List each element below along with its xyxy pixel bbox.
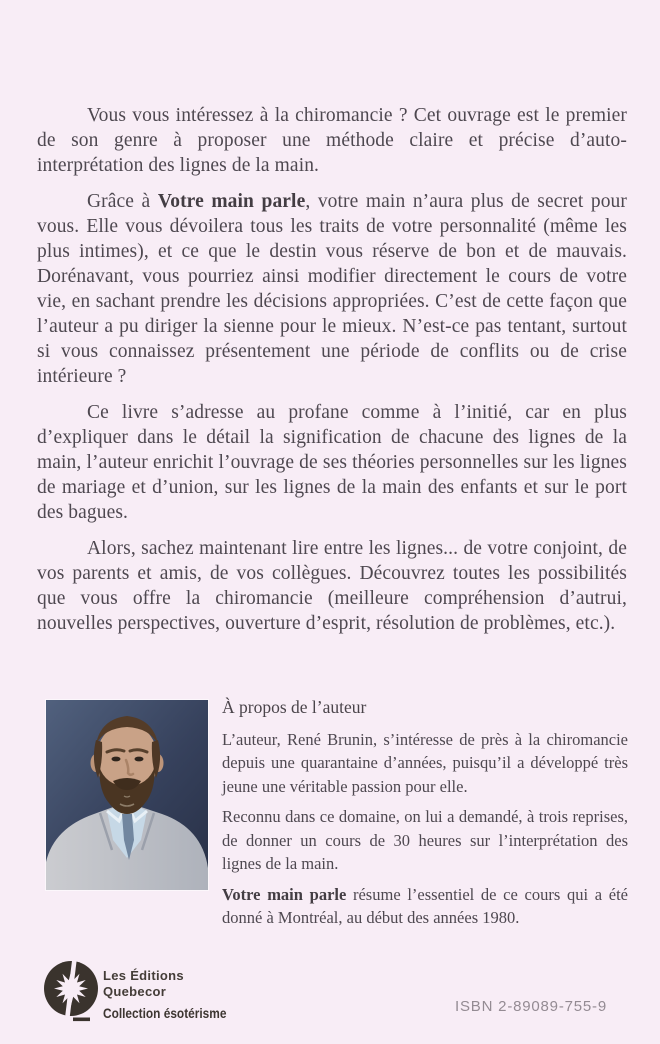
synopsis-paragraph-3 <box>37 400 627 525</box>
about-paragraph-3 <box>222 883 628 930</box>
about-author-section <box>46 696 628 937</box>
paragraph-text: Grâce à <box>87 191 158 212</box>
isbn: ISBN 2-89089-755-9 <box>455 998 607 1015</box>
about-paragraph-2: Reconnu dans ce domaine, on lui a demandé, à trois reprises, de donner un cours de 30 heures sur l’interprétation des lignes de la main. <box>222 807 628 873</box>
book-title-bold: Votre main parle <box>222 884 347 904</box>
collection-label: Collection ésotérisme <box>103 1006 227 1021</box>
publisher-block <box>103 968 243 1021</box>
paragraph-text: Vous vous intéressez à la chiromancie ? Cet ouvrage est le premier de son genre à proposer une méthode claire et précise d’auto-interprétation des lignes de la main. <box>37 105 627 176</box>
quebecor-starburst-icon <box>43 961 99 1023</box>
paragraph-text: Alors, sachez maintenant lire entre les lignes... de votre conjoint, de vos parents et amis, de vos collègues. Découvrez toutes les possibilités que vous offre la chiromancie (meilleure compréhension d’autrui, nouvelles perspectives, ouverture d’esprit, résolution de problèmes, etc.). <box>37 538 627 634</box>
publisher-name-line2: Quebecor <box>103 983 167 999</box>
paragraph-text: résume l’essentiel de ce cours qui a été donné à Montréal, au début des années 1980. <box>222 884 628 927</box>
paragraph-text: , votre main n’aura plus de secret pour vous. Elle vous dévoilera tous les traits de votre personnalité (même les plus intimes), et ce que le destin vous réserve de bon et de mauvais. Dorénavant, vous pourriez ainsi modifier directement le cours de votre vie, en sachant prendre les décisions appropriées. C’est de cette façon que l’auteur a pu diriger la sienne pour le mieux. N’est-ce pas tentant, surtout si vous connaissez présentement une période de conflits ou de crise intérieure ? <box>37 191 627 387</box>
about-author-text <box>222 696 628 930</box>
author-portrait-illustration <box>46 700 208 890</box>
publisher-name-line1: Les Éditions <box>103 968 184 983</box>
synopsis <box>37 103 627 647</box>
about-paragraph-1: L’auteur, René Brunin, s’intéresse de près à la chiromancie depuis une quarantaine d’années, puisqu’il a développé très jeune une véritable passion pour elle. <box>222 729 628 796</box>
book-title-bold: Votre main parle <box>157 191 306 212</box>
author-photo <box>46 700 208 890</box>
synopsis-paragraph-1 <box>37 103 627 178</box>
synopsis-paragraph-2 <box>37 189 627 389</box>
about-author-heading: À propos de l’auteur <box>222 697 367 717</box>
synopsis-paragraph-4 <box>37 536 627 636</box>
paragraph-text: Ce livre s’adresse au profane comme à l’initié, car en plus d’expliquer dans le détail la signification de chacune des lignes de la main, l’auteur enrichit l’ouvrage de ses théories personnelles sur les lignes de mariage et d’union, sur les lignes de la main des enfants et sur le port des bagues. <box>37 402 627 523</box>
